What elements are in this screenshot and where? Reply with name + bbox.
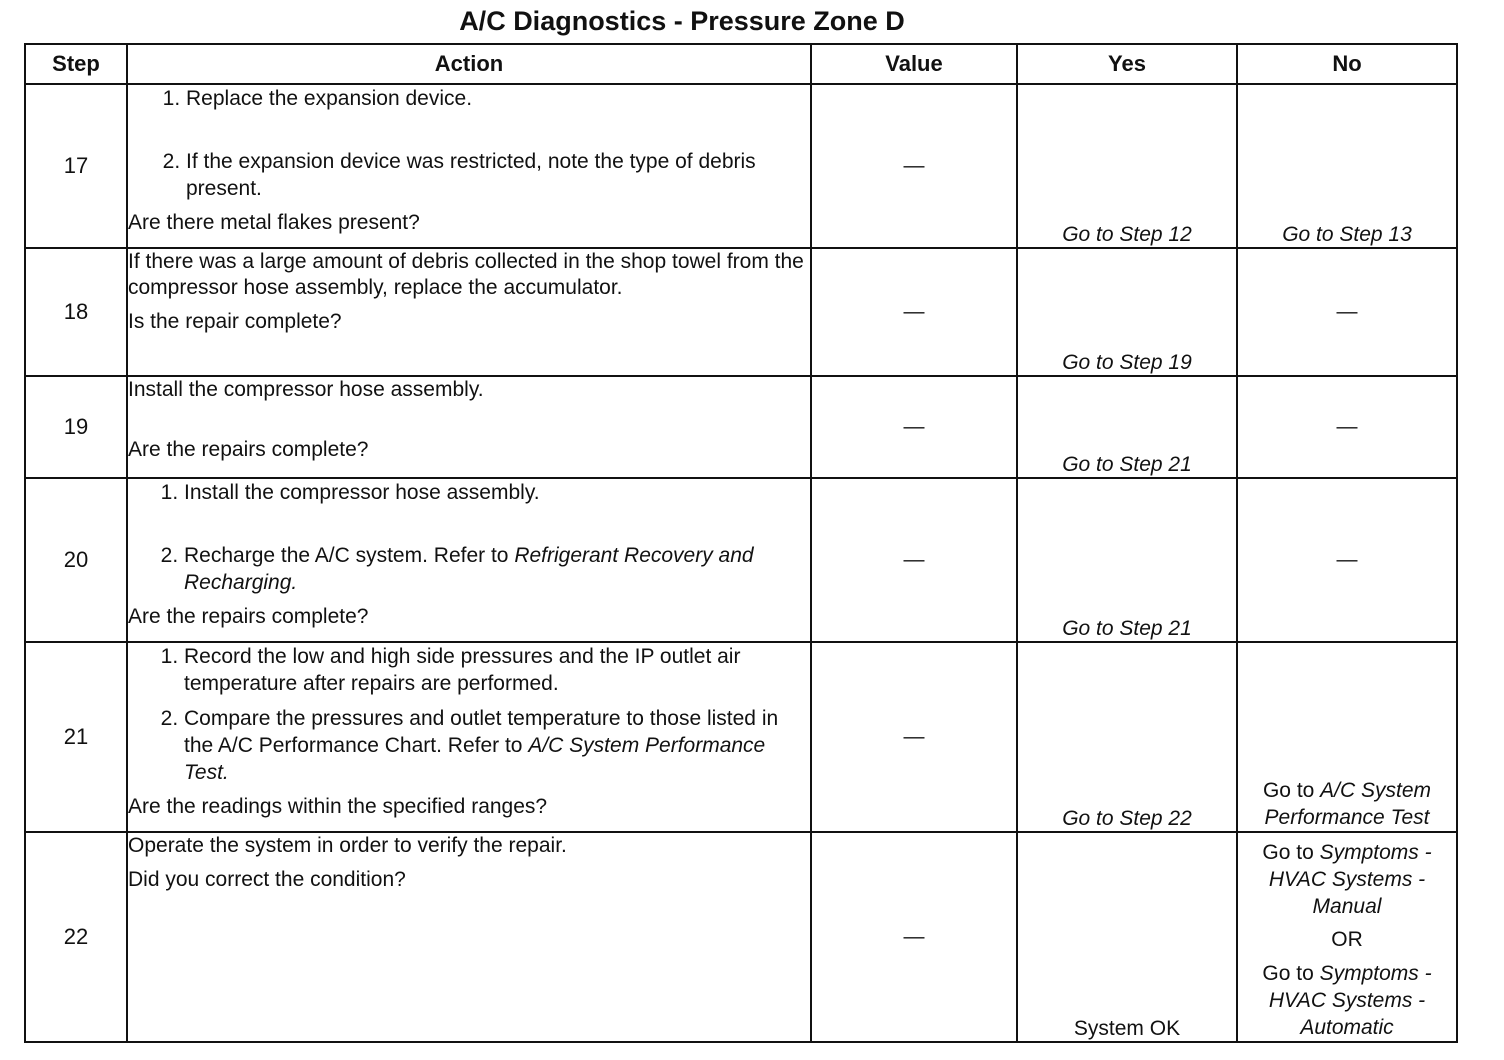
no-cell (1237, 376, 1457, 478)
action-cell (127, 376, 811, 478)
reference-link: Symptoms - HVAC Systems - Manual (1268, 841, 1432, 918)
value-cell (811, 832, 1017, 1042)
dash: — (903, 925, 925, 948)
step-number: 19 (25, 376, 127, 478)
list-item (184, 542, 810, 596)
list-item: 1. Install the compressor hose assembly. (184, 479, 810, 506)
no-cell (1237, 248, 1457, 376)
dash: — (1336, 415, 1358, 438)
no-prefix: Go to (1262, 841, 1320, 864)
instruction-text: Install the compressor hose assembly. (128, 378, 484, 401)
no-cell: Go to Step 13 (1237, 84, 1457, 248)
no-option-automatic (1238, 960, 1456, 1041)
list-item-text: Recharge the A/C system. Refer to (184, 544, 515, 567)
dash: — (903, 548, 925, 571)
question-text: Are the readings within the specified ranges? (128, 795, 548, 818)
page-title: A/C Diagnostics - Pressure Zone D (459, 6, 905, 36)
action-list (128, 479, 810, 596)
step-number: 22 (25, 832, 127, 1042)
no-cell (1237, 478, 1457, 642)
header-step: Step (25, 44, 127, 84)
question-text: Are the repairs complete? (128, 605, 369, 628)
instruction-text: If there was a large amount of debris collected in the shop towel from the compressor hose assembly, replace the accumulator. (128, 250, 804, 299)
action-cell (127, 478, 811, 642)
yes-cell: System OK (1017, 832, 1237, 1042)
list-item: 1. Replace the expansion device. (186, 85, 810, 112)
table-row (25, 376, 1457, 478)
list-item: 2. If the expansion device was restricted, note the type of debris present. (186, 148, 810, 202)
step-number: 21 (25, 642, 127, 832)
value-cell (811, 376, 1017, 478)
table-row (25, 642, 1457, 832)
no-prefix: Go to (1262, 962, 1320, 985)
no-cell (1237, 642, 1457, 832)
question-text: Are the repairs complete? (128, 438, 369, 461)
yes-cell: Go to Step 21 (1017, 478, 1237, 642)
reference-link: A/C System Performance Test. (184, 734, 766, 784)
header-no: No (1237, 44, 1457, 84)
action-cell (127, 84, 811, 248)
question-text: Did you correct the condition? (128, 868, 406, 891)
yes-cell: Go to Step 22 (1017, 642, 1237, 832)
question-text: Are there metal flakes present? (128, 211, 420, 234)
header-value: Value (811, 44, 1017, 84)
dash: — (1336, 548, 1358, 571)
no-cell (1237, 832, 1457, 1042)
dash: — (1336, 300, 1358, 323)
step-number: 18 (25, 248, 127, 376)
action-cell (127, 248, 811, 376)
question-text: Is the repair complete? (128, 310, 342, 333)
reference-link: Symptoms - HVAC Systems - Automatic (1268, 962, 1432, 1039)
no-option-manual (1238, 839, 1456, 920)
list-item (184, 705, 810, 786)
action-cell (127, 642, 811, 832)
value-cell (811, 84, 1017, 248)
table-row (25, 248, 1457, 376)
value-cell (811, 642, 1017, 832)
action-list (128, 643, 810, 786)
header-row (25, 44, 1457, 84)
table-row (25, 84, 1457, 248)
action-cell (127, 832, 811, 1042)
list-item: 1. Record the low and high side pressures and the IP outlet air temperature after repairs are performed. (184, 643, 810, 697)
step-number: 17 (25, 84, 127, 248)
list-item-text: Compare the pressures and outlet temperature to those listed in the A/C Performance Chart. Refer to (184, 707, 779, 757)
value-cell (811, 478, 1017, 642)
table-row (25, 478, 1457, 642)
dash: — (903, 300, 925, 323)
reference-link: Refrigerant Recovery and Recharging. (184, 544, 754, 594)
dash: — (903, 154, 925, 177)
or-separator: OR (1331, 928, 1363, 951)
diagnostic-table (24, 43, 1458, 1043)
no-prefix: Go to (1262, 779, 1321, 802)
instruction-text: Operate the system in order to verify the repair. (128, 834, 567, 857)
header-action: Action (127, 44, 811, 84)
dash: — (903, 415, 925, 438)
value-cell (811, 248, 1017, 376)
action-list (128, 85, 810, 202)
reference-link: A/C System Performance Test (1264, 779, 1432, 829)
yes-cell: Go to Step 21 (1017, 376, 1237, 478)
dash: — (903, 725, 925, 748)
yes-cell: Go to Step 19 (1017, 248, 1237, 376)
step-number: 20 (25, 478, 127, 642)
table-row (25, 832, 1457, 1042)
header-yes: Yes (1017, 44, 1237, 84)
yes-cell: Go to Step 12 (1017, 84, 1237, 248)
